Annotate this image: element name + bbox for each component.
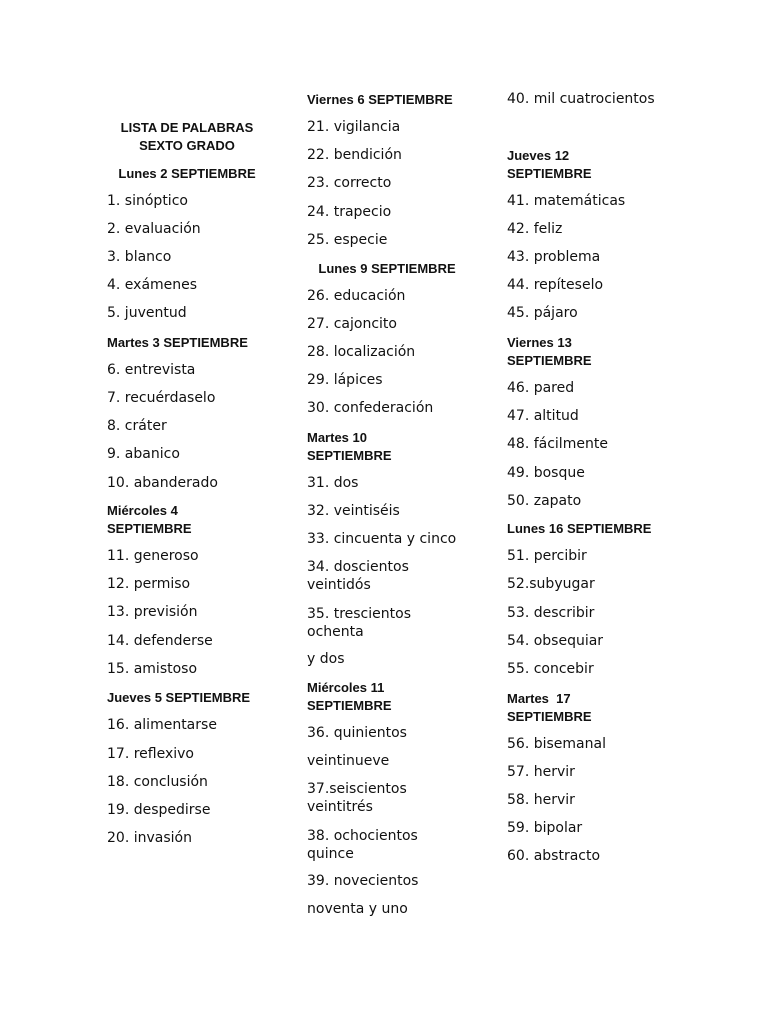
heading-martes-17 [507,690,667,725]
title-line-1: LISTA DE PALABRAS [120,120,254,135]
word-item-54: 54. obsequiar [507,633,604,649]
word-item-38: 38. ochocientos quince [307,828,418,862]
word-item-35-continuation: y dos [307,651,345,667]
word-item-21: 21. vigilancia [307,119,401,135]
word-item-30: 30. confederación [307,400,434,416]
word-item-42: 42. feliz [507,221,563,237]
word-item-55: 55. concebir [507,661,594,677]
heading-lunes-9: Lunes 9 SEPTIEMBRE [318,261,456,276]
word-item-36-continuation: veintinueve [307,753,390,769]
heading-martes-10-line-1: Martes 10 [307,430,367,445]
word-item-15: 15. amistoso [107,661,198,677]
word-item-46: 46. pared [507,380,575,396]
word-item-47: 47. altitud [507,408,579,424]
heading-martes-10 [307,429,467,464]
word-item-6: 6. entrevista [107,362,196,378]
heading-jueves-12 [507,147,667,182]
word-item-43: 43. problema [507,249,601,265]
word-item-37: 37.seiscientos veintitrés [307,781,407,815]
heading-miercoles-11-line-2: SEPTIEMBRE [307,697,392,713]
heading-lunes-2: Lunes 2 SEPTIEMBRE [118,166,256,181]
heading-viernes-13-line-2: SEPTIEMBRE [507,352,592,368]
word-item-12: 12. permiso [107,576,191,592]
word-item-45: 45. pájaro [507,305,578,321]
word-item-25: 25. especie [307,232,388,248]
word-item-52: 52.subyugar [507,576,595,592]
word-item-11: 11. generoso [107,548,199,564]
word-item-39-continuation: noventa y uno [307,901,408,917]
word-item-39: 39. novecientos [307,873,419,889]
word-item-51: 51. percibir [507,548,587,564]
word-item-17: 17. reflexivo [107,746,194,762]
word-item-4: 4. exámenes [107,277,198,293]
word-item-10: 10. abanderado [107,475,218,491]
heading-jueves-12-line-1: Jueves 12 [507,148,570,163]
heading-viernes-13-line-1: Viernes 13 [507,335,572,350]
word-item-49: 49. bosque [507,465,585,481]
word-item-41: 41. matemáticas [507,193,626,209]
word-item-26: 26. educación [307,288,406,304]
word-item-34: 34. doscientos veintidós [307,559,409,593]
heading-miercoles-11 [307,679,467,714]
heading-martes-3: Martes 3 SEPTIEMBRE [107,335,248,350]
word-item-48: 48. fácilmente [507,436,608,452]
heading-martes-10-line-2: SEPTIEMBRE [307,447,392,463]
heading-viernes-13 [507,334,667,369]
heading-martes-17-line-2: SEPTIEMBRE [507,708,592,724]
heading-viernes-6: Viernes 6 SEPTIEMBRE [307,92,453,107]
word-item-13: 13. previsión [107,604,198,620]
word-item-3: 3. blanco [107,249,172,265]
heading-miercoles-4 [107,502,267,537]
word-item-8: 8. cráter [107,418,167,434]
word-item-18: 18. conclusión [107,774,208,790]
heading-miercoles-4-line-2: SEPTIEMBRE [107,520,192,536]
heading-miercoles-11-line-1: Miércoles 11 [307,680,385,695]
word-item-40: 40. mil cuatrocientos [507,91,655,107]
word-item-2: 2. evaluación [107,221,201,237]
word-item-56: 56. bisemanal [507,736,606,752]
word-item-27: 27. cajoncito [307,316,397,332]
word-item-53: 53. describir [507,605,595,621]
word-item-36: 36. quinientos [307,725,407,741]
word-item-23: 23. correcto [307,175,392,191]
heading-miercoles-4-line-1: Miércoles 4 [107,503,178,518]
heading-lunes-16: Lunes 16 SEPTIEMBRE [507,521,652,536]
word-item-9: 9. abanico [107,446,180,462]
word-item-29: 29. lápices [307,372,383,388]
word-item-16: 16. alimentarse [107,717,217,733]
word-item-5: 5. juventud [107,305,187,321]
word-item-7: 7. recuérdaselo [107,390,216,406]
word-item-24: 24. trapecio [307,204,392,220]
word-item-14: 14. defenderse [107,633,213,649]
heading-martes-17-line-1: Martes 17 [507,691,571,706]
word-item-20: 20. invasión [107,830,192,846]
document-title [107,119,267,154]
title-line-2: SEXTO GRADO [139,137,235,153]
heading-jueves-12-line-2: SEPTIEMBRE [507,165,592,181]
word-item-28: 28. localización [307,344,416,360]
word-item-60: 60. abstracto [507,848,601,864]
word-item-59: 59. bipolar [507,820,583,836]
word-item-1: 1. sinóptico [107,193,188,209]
word-item-35: 35. trescientos ochenta [307,606,411,640]
heading-jueves-5: Jueves 5 SEPTIEMBRE [107,690,251,705]
word-item-50: 50. zapato [507,493,582,509]
word-item-32: 32. veintiséis [307,503,400,519]
word-item-22: 22. bendición [307,147,402,163]
word-item-58: 58. hervir [507,792,575,808]
word-item-31: 31. dos [307,475,359,491]
word-item-33: 33. cincuenta y cinco [307,531,457,547]
word-item-44: 44. repíteselo [507,277,604,293]
word-item-57: 57. hervir [507,764,575,780]
word-item-19: 19. despedirse [107,802,211,818]
